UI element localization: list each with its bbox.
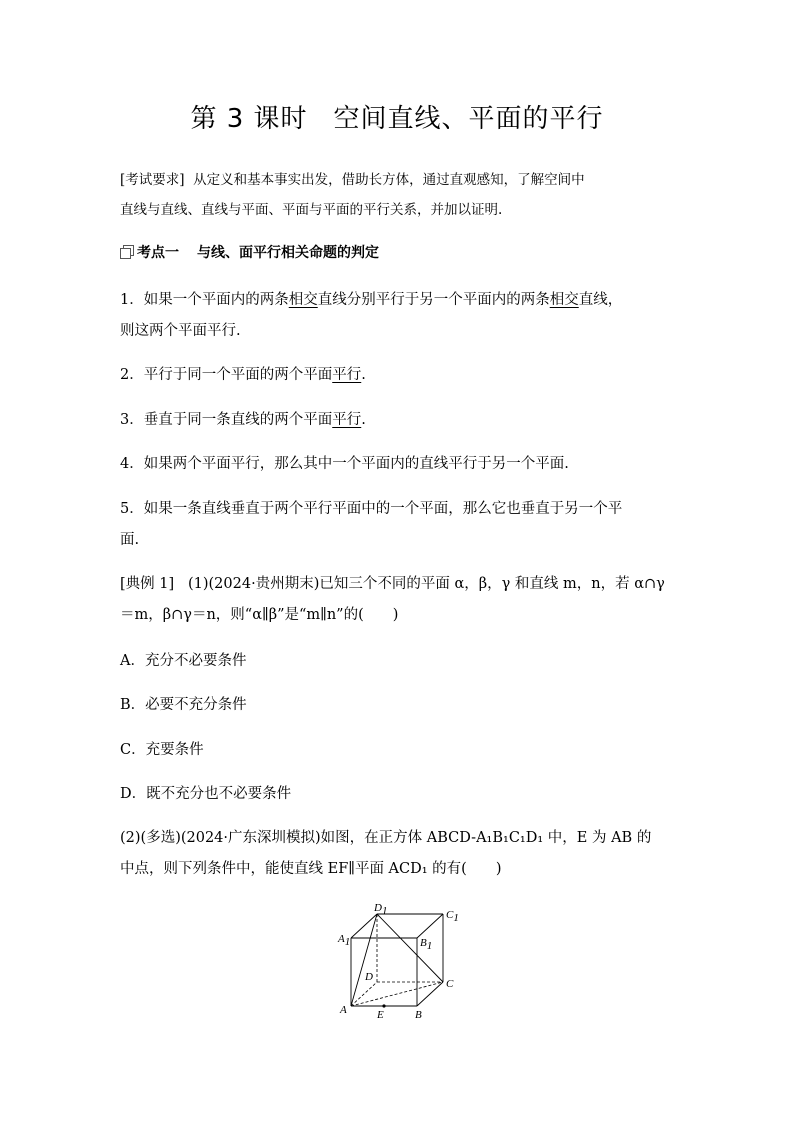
kaodian-heading <box>120 242 379 262</box>
requirement-line-1: [考试要求] 从定义和基本事实出发，借助长方体，通过直观感知，了解空间中 <box>120 172 585 188</box>
option-d: D．既不充分也不必要条件 <box>120 786 292 802</box>
kaodian-title: 与线、面平行相关命题的判定 <box>197 245 379 261</box>
question-2-line-2: 中点，则下列条件中，能使直线 EF∥平面 ACD₁ 的有( ) <box>120 861 502 877</box>
label-d1: D1 <box>374 902 388 917</box>
title-lesson: 第 3 课时 <box>190 104 308 134</box>
requirement-tag: [考试要求] <box>120 172 185 188</box>
label-c: C <box>446 978 454 990</box>
edge-ad-hidden <box>351 982 377 1006</box>
option-c: C．充要条件 <box>120 742 204 758</box>
option-b: B．必要不充分条件 <box>120 697 247 713</box>
edge-a1d1 <box>351 914 377 938</box>
option-a: A．充分不必要条件 <box>120 653 247 669</box>
requirement-line-2: 直线与直线、直线与平面、平面与平面的平行关系，并加以证明. <box>120 202 503 218</box>
edge-ac-hidden <box>351 982 443 1006</box>
edge-d1c <box>377 914 443 982</box>
kaodian-label: 考点一 <box>137 245 179 261</box>
label-e: E <box>377 1009 384 1021</box>
item-5-line-2: 面. <box>120 532 140 548</box>
item-2: 2．平行于同一个平面的两个平面平行. <box>120 367 366 383</box>
cube-figure <box>330 896 470 1026</box>
page-title <box>0 98 794 135</box>
question-2-line-1: (2)(多选)(2024·广东深圳模拟)如图，在正方体 ABCD-A₁B₁C₁D₁ 中，E 为 AB 的 <box>120 830 652 846</box>
point-e <box>382 1004 385 1007</box>
item-4: 4．如果两个平面平行，那么其中一个平面内的直线平行于另一个平面. <box>120 456 569 472</box>
example-line-1: [典例 1] (1)(2024·贵州期末)已知三个不同的平面 α，β，γ 和直线 m，n，若 α∩γ <box>120 576 665 592</box>
label-c1: C1 <box>446 909 459 924</box>
item-1-line-1: 1．如果一个平面内的两条相交直线分别平行于另一个平面内的两条相交直线， <box>120 292 623 308</box>
label-b1: B1 <box>420 937 433 952</box>
edge-b1c1 <box>417 914 443 938</box>
title-topic: 空间直线、平面的平行 <box>333 104 604 134</box>
label-a: A <box>340 1004 347 1016</box>
label-b: B <box>415 1009 422 1021</box>
item-1-line-2: 则这两个平面平行. <box>120 323 241 339</box>
label-a1: A1 <box>338 933 351 948</box>
label-d: D <box>365 971 373 983</box>
edge-ad1 <box>351 914 377 1006</box>
item-5-line-1: 5．如果一条直线垂直于两个平行平面中的一个平面，那么它也垂直于另一个平 <box>120 501 623 517</box>
example-tag: [典例 1] <box>120 576 175 592</box>
example-line-2: ＝m，β∩γ＝n，则“α∥β”是“m∥n”的( ) <box>120 607 399 623</box>
item-3: 3．垂直于同一条直线的两个平面平行. <box>120 412 366 428</box>
section-icon <box>120 245 134 259</box>
